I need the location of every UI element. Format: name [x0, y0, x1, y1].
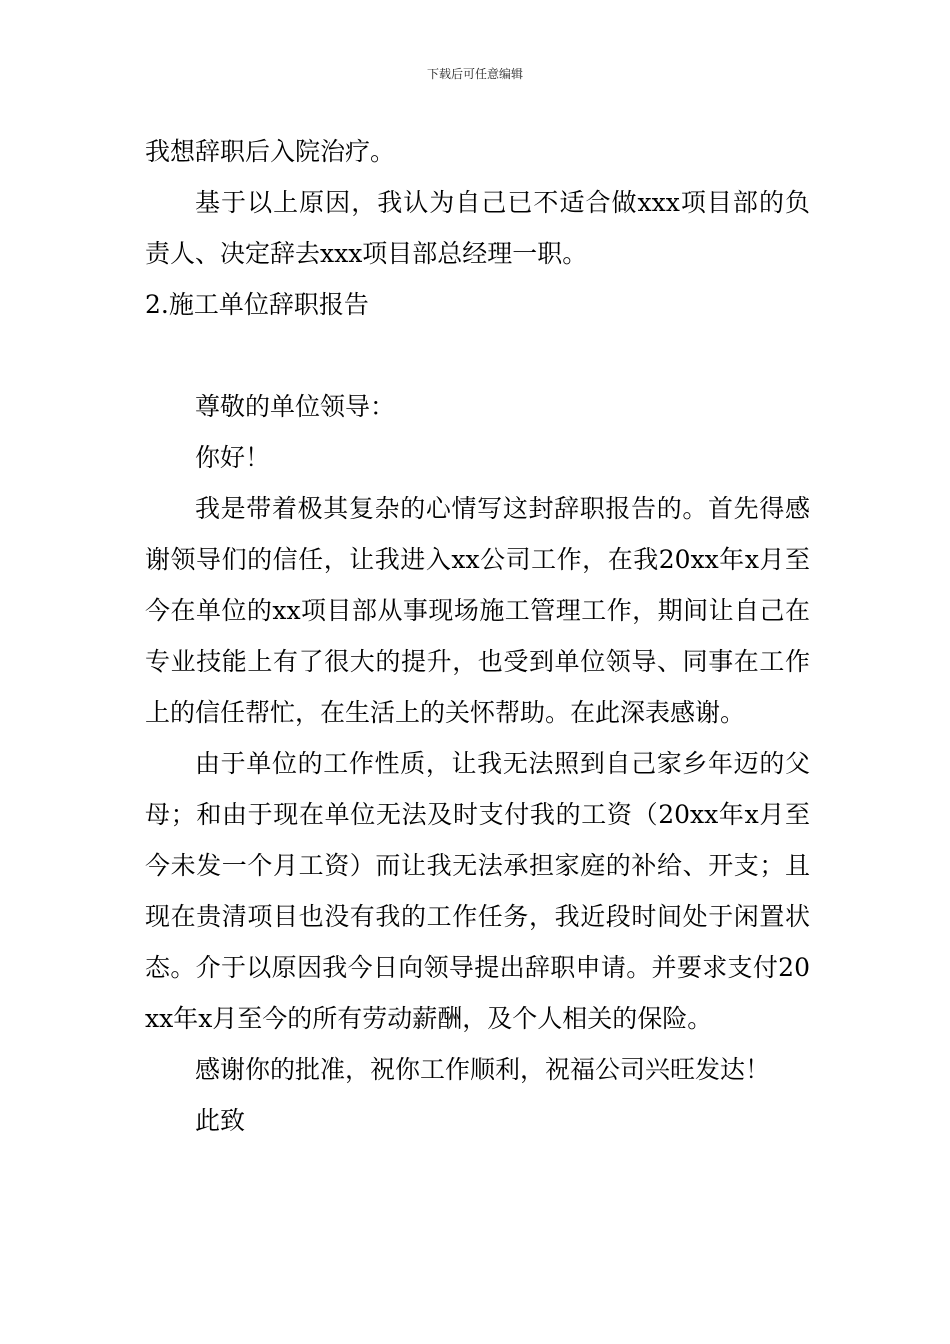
- paragraph-resignation-reasons: 由于单位的工作性质，让我无法照到自己家乡年迈的父母；和由于现在单位无法及时支付我的工资（20xx年x月至今未发一个月工资）而让我无法承担家庭的补给、开支；且现在贵清项目也没有我的工作任务，我近段时间处于闲置状态。介于以原因我今日向领导提出辞职申请。并要求支付20xx年x月至今的所有劳动薪酬，及个人相关的保险。: [145, 749, 810, 1033]
- paragraph-reason-summary: 基于以上原因，我认为自己已不适合做xxx项目部的负责人、决定辞去xxx项目部总经理一职。: [145, 188, 810, 268]
- section-heading: 2.施工单位辞职报告: [145, 290, 369, 319]
- greeting: 你好！: [195, 443, 271, 472]
- paragraph-closing-wishes: 感谢你的批准，祝你工作顺利，祝福公司兴旺发达！: [195, 1055, 771, 1084]
- document-body: [145, 126, 810, 1146]
- closing-phrase: 此致: [195, 1106, 246, 1135]
- salutation: 尊敬的单位领导：: [195, 392, 396, 421]
- paragraph-thanks: 我是带着极其复杂的心情写这封辞职报告的。首先得感谢领导们的信任，让我进入xx公司工作，在我20xx年x月至今在单位的xx项目部从事现场施工管理工作，期间让自己在专业技能上有了很大的提升，也受到单位领导、同事在工作上的信任帮忙，在生活上的关怀帮助。在此深表感谢。: [145, 494, 810, 727]
- blank-line: [145, 330, 810, 381]
- page-header: 下载后可任意编辑: [426, 67, 523, 81]
- paragraph-intro-end: 我想辞职后入院治疗。: [145, 137, 396, 166]
